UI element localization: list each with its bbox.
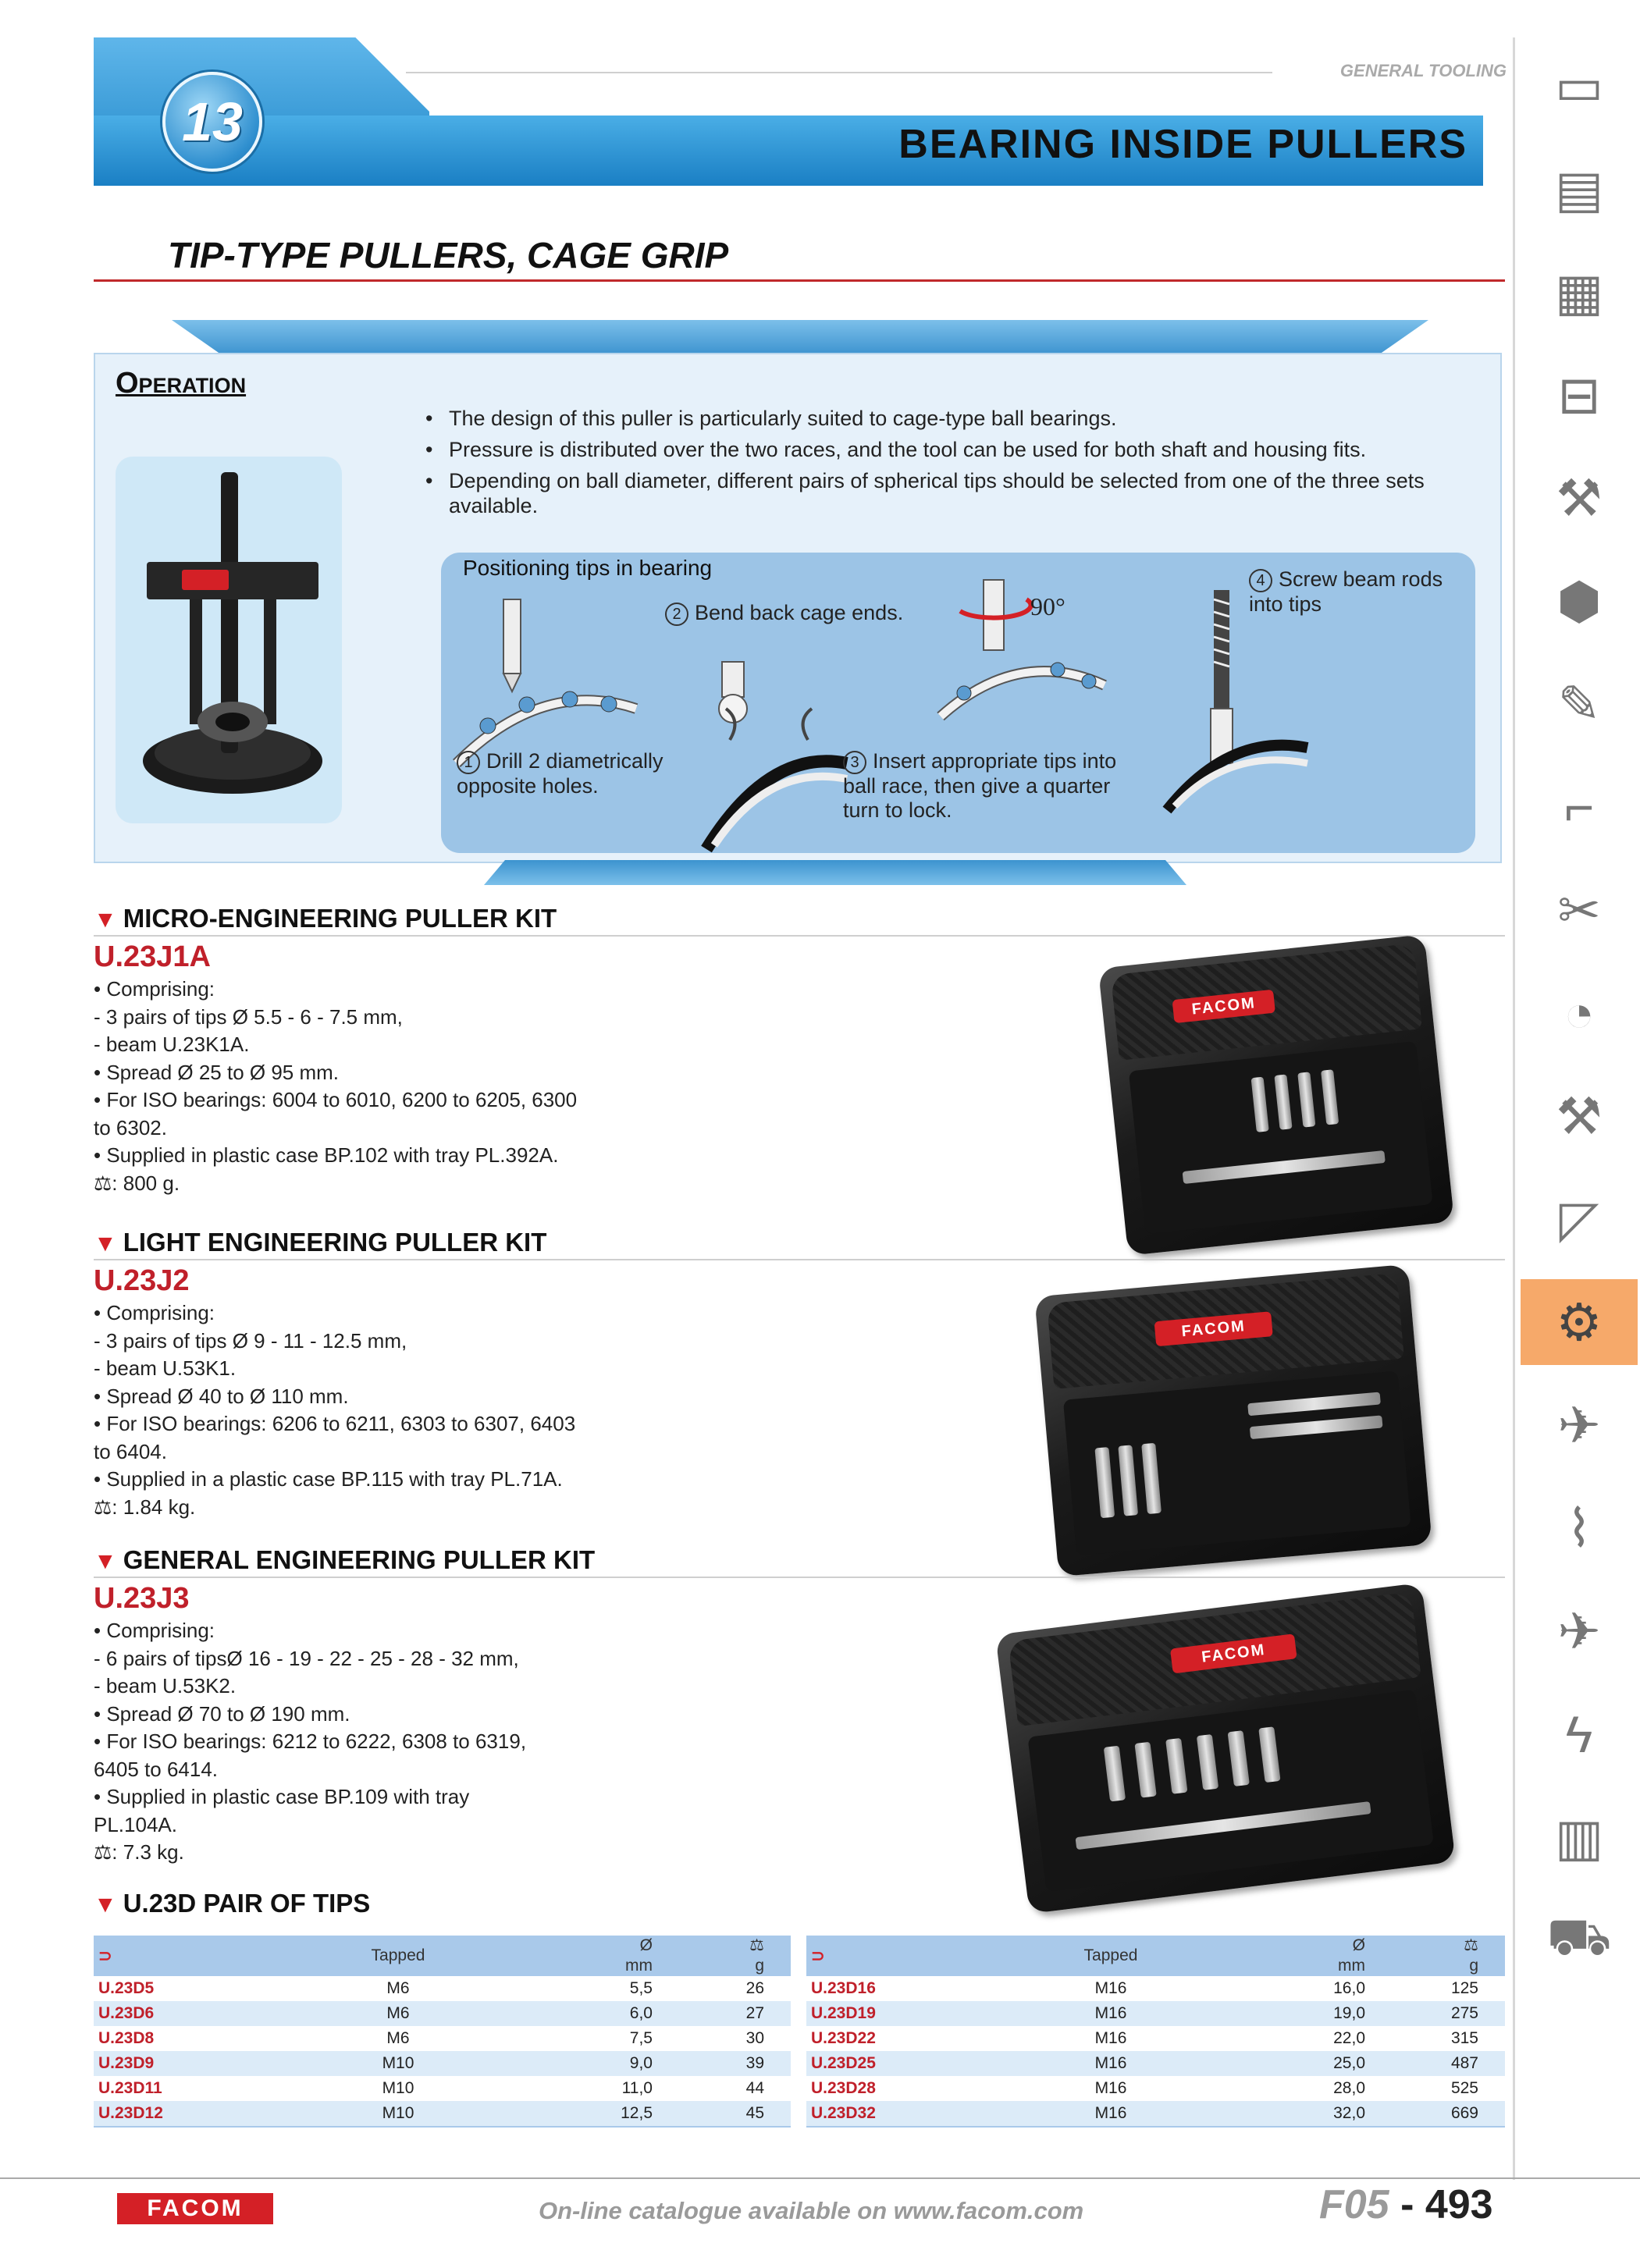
toolbox-icon[interactable]: ▭ [1554, 56, 1604, 115]
diagram-step-4 [1249, 567, 1483, 617]
footer-tagline: On-line catalogue available on www.facom.com [539, 2197, 1084, 2224]
product-ref: U.23J3 [94, 1582, 190, 1615]
hacksaw-icon[interactable]: ◸ [1559, 1189, 1599, 1248]
screwdriver-icon[interactable]: ✎ [1557, 674, 1601, 733]
weight-header: ⚖ g [679, 1936, 791, 1976]
table-row: U.23D32 M16 32,0 669 [806, 2101, 1505, 2127]
diagram-step-1 [457, 749, 706, 798]
ref-icon: ⊃ [806, 1936, 947, 1976]
step-text: Drill 2 diametrically opposite holes. [457, 749, 663, 798]
puller-photo [116, 457, 342, 823]
diagram-step-3 [843, 749, 1186, 823]
product-description: • Comprising: - 3 pairs of tips Ø 5.5 - 6 - 7.5 mm, - beam U.23K1A. • Spread Ø 25 to Ø 95 mm. • For ISO bearings: 6004 to 6010, 6200 to 6205, 6300 to 6302. • Supplied in plastic case BP.102 with tray PL.392A. ⚖: 800 g. [94, 977, 578, 1195]
tool-box-icon[interactable]: ⊟ [1557, 365, 1601, 424]
operation-bullet: • Pressure is distributed over the two races, and the tool can be used for both shaft and housing fits. [425, 437, 1464, 462]
step-number-badge: 2 [665, 603, 688, 626]
impact-wrench-icon[interactable]: ✈ [1557, 1395, 1601, 1454]
table-header-row [806, 1936, 1505, 1976]
workbench-icon[interactable]: ▦ [1554, 262, 1604, 321]
ref-icon: ⊃ [94, 1936, 234, 1976]
subtitle-rule [94, 279, 1505, 282]
table-row: U.23D11 M10 11,0 44 [98, 2079, 764, 2097]
tips-table-left [94, 1936, 791, 2128]
tapped-header: Tapped [947, 1936, 1275, 1976]
product-title-general: ▼ GENERAL ENGINEERING PULLER KIT [94, 1545, 596, 1574]
operation-bullets [425, 406, 1464, 524]
engine-block-icon[interactable]: ▥ [1554, 1808, 1604, 1866]
step-number-badge: 1 [457, 751, 480, 774]
page-title: BEARING INSIDE PULLERS [898, 122, 1467, 167]
operation-bullet: • The design of this puller is particularly suited to cage-type ball bearings. [425, 406, 1464, 431]
table-row: U.23D28 M16 28,0 525 [811, 2079, 1478, 2097]
airplane-icon[interactable]: ✈ [1557, 1601, 1601, 1660]
step-number-badge: 4 [1249, 569, 1272, 592]
section-rule [94, 1259, 1505, 1260]
product-description: • Comprising: - 3 pairs of tips Ø 9 - 11 - 12.5 mm, - beam U.53K1. • Spread Ø 40 to Ø 110 mm. • For ISO bearings: 6206 to 6211, 6303 to 6307, 6403 to 6404. • Supplied in a plastic case BP.115 with tray PL.71A. ⚖: 1.84 kg. [94, 1301, 576, 1519]
chapter-number: 13 [162, 72, 262, 172]
table-header-row [94, 1936, 791, 1976]
tool-cabinet-icon[interactable]: ▤ [1554, 159, 1604, 218]
car-icon[interactable]: ⛟ [1546, 1907, 1612, 1965]
step-text: Insert appropriate tips into ball race, then give a quarter turn to lock. [843, 749, 1117, 822]
hex-key-icon[interactable]: ⌐ [1564, 778, 1595, 836]
table-row: U.23D16 M16 16,0 125 [811, 1979, 1478, 1997]
table-row: U.23D9 M10 9,0 39 [94, 2051, 791, 2076]
puller-icon[interactable]: ⚙ [1521, 1279, 1638, 1365]
sidebar-divider [1513, 37, 1515, 2180]
table-row: U.23D8 M6 7,5 30 [98, 2029, 764, 2047]
product-image-micro-kit: FACOM [1098, 934, 1454, 1256]
pipe-wrench-icon[interactable]: ⌇ [1566, 1498, 1592, 1557]
diagram-title: Positioning tips in bearing [463, 556, 713, 580]
pliers-icon[interactable]: ✂ [1557, 880, 1601, 939]
table-row: U.23D25 M16 25,0 487 [806, 2051, 1505, 2076]
diagram-step-2 [665, 601, 962, 626]
table-row: U.23D6 M6 6,0 27 [94, 2001, 791, 2026]
operation-top-band [172, 320, 1428, 355]
diameter-header: Ø mm [562, 1936, 679, 1976]
step-text: Bend back cage ends. [695, 601, 904, 624]
socket-icon[interactable]: ⬢ [1556, 571, 1602, 630]
product-title-micro: ▼ MICRO-ENGINEERING PULLER KIT [94, 904, 557, 933]
product-ref: U.23J1A [94, 940, 211, 973]
category-label: GENERAL TOOLING [1339, 61, 1507, 80]
operation-bullet: • Depending on ball diameter, different pairs of spherical tips should be selected from one of the three sets available. [425, 468, 1464, 518]
product-title-light: ▼ LIGHT ENGINEERING PULLER KIT [94, 1228, 547, 1257]
footer-rule [0, 2177, 1640, 2179]
facom-logo: FACOM [117, 2193, 273, 2224]
section-subtitle: TIP-TYPE PULLERS, CAGE GRIP [168, 235, 729, 276]
wrench-icon[interactable]: ⚒ [1556, 468, 1603, 527]
header-rule [406, 72, 1272, 73]
step-text: Screw beam rods into tips [1249, 567, 1443, 616]
weight-header: ⚖ g [1392, 1936, 1505, 1976]
section-rule [94, 1577, 1505, 1578]
product-image-light-kit: FACOM [1034, 1264, 1432, 1577]
table-row: U.23D19 M16 19,0 275 [806, 2001, 1505, 2026]
diameter-header: Ø mm [1275, 1936, 1392, 1976]
operation-bottom-band [484, 860, 1186, 885]
product-ref: U.23J2 [94, 1264, 190, 1297]
table-row: U.23D22 M16 22,0 315 [811, 2029, 1478, 2047]
table-row: U.23D5 M6 5,5 26 [98, 1979, 764, 1997]
tapped-header: Tapped [234, 1936, 562, 1976]
tips-section-title: ▼ U.23D PAIR OF TIPS [94, 1889, 371, 1918]
section-rule [94, 935, 1505, 937]
svg-text:90°: 90° [1030, 592, 1065, 620]
page-number: F05 - 493 [1319, 2182, 1493, 2227]
tips-table-right [806, 1936, 1505, 2128]
operation-heading: Operation [116, 367, 247, 400]
tape-measure-icon[interactable]: ◔ [1564, 984, 1595, 1042]
product-image-general-kit: FACOM [995, 1583, 1456, 1914]
product-description: • Comprising: - 6 pairs of tipsØ 16 - 19 - 22 - 25 - 28 - 32 mm, - beam U.53K2. • Spread Ø 70 to Ø 190 mm. • For ISO bearings: 6212 to 6222, 6308 to 6319, 6405 to 6414. • Supplied in plastic case BP.109 with tray PL.104A. ⚖: 7.3 kg. [94, 1619, 527, 1864]
hammer-icon[interactable]: ⚒ [1556, 1086, 1603, 1145]
electrical-icon[interactable]: ϟ [1565, 1705, 1593, 1763]
table-row: U.23D12 M10 12,5 45 [94, 2101, 791, 2127]
step-number-badge: 3 [843, 751, 866, 774]
